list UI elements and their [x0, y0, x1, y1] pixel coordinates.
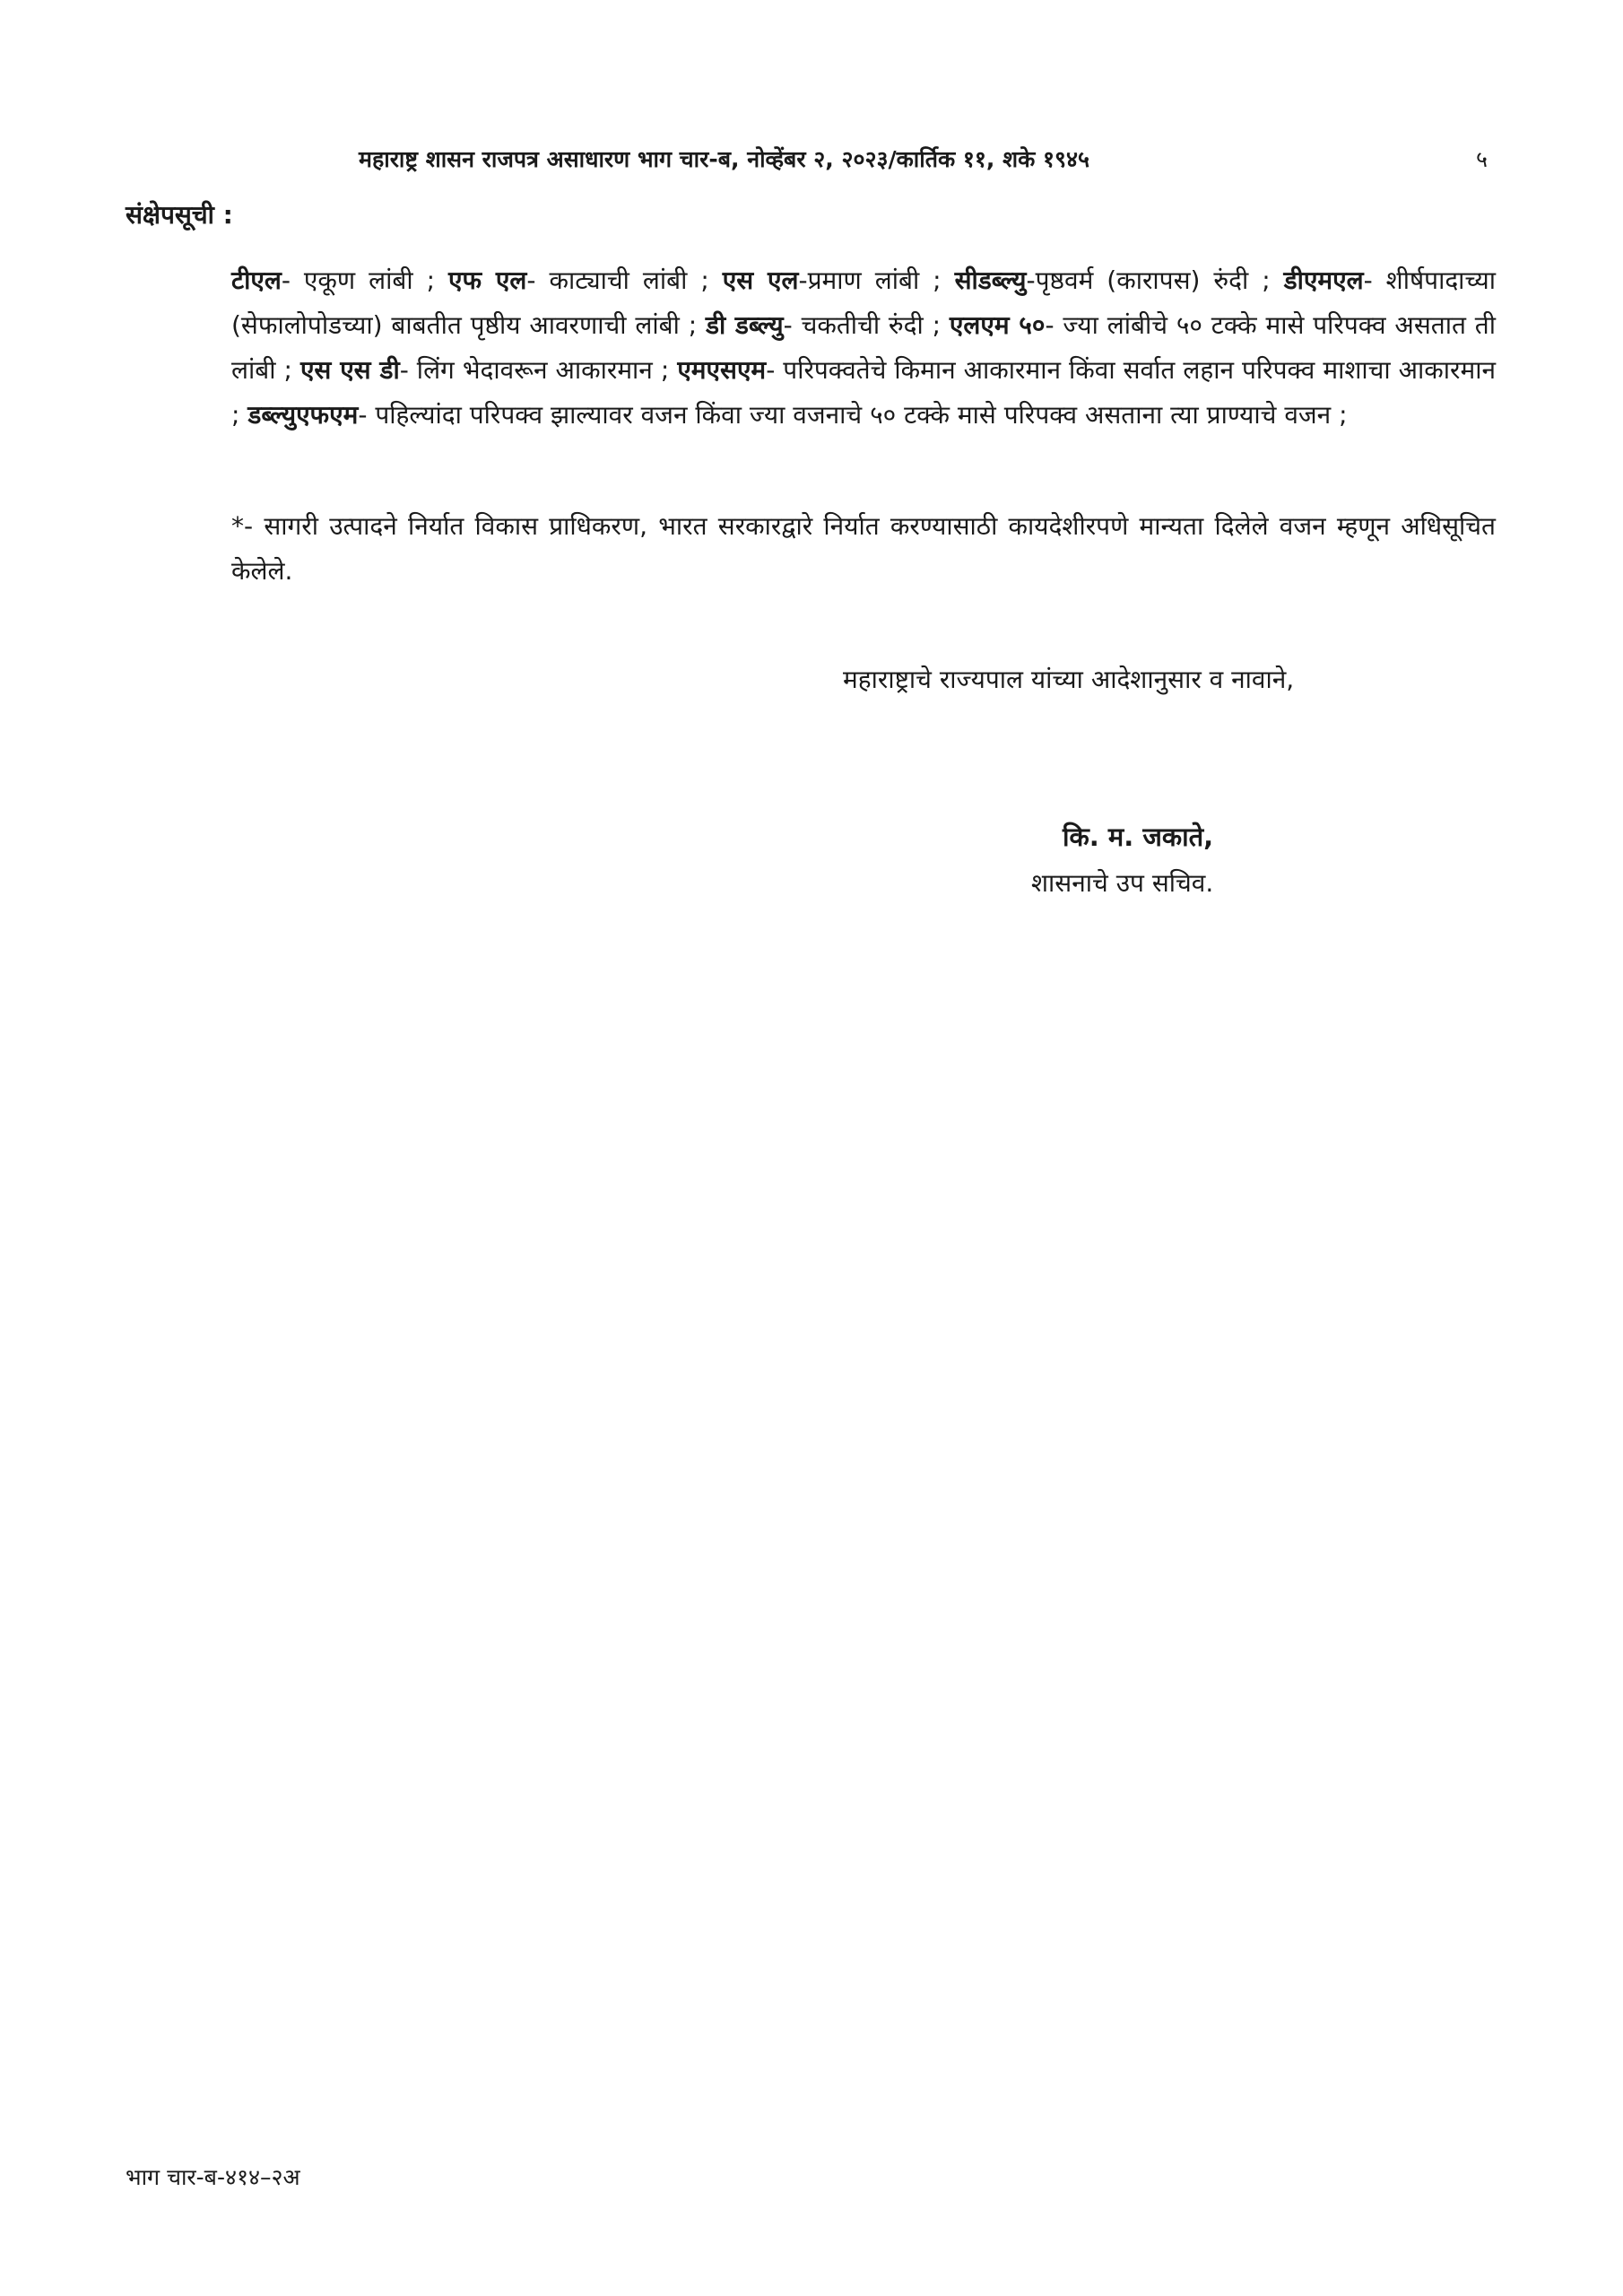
abbreviations-list [231, 258, 1496, 438]
abbreviation-item [448, 265, 709, 295]
governor-order-line: महाराष्ट्राचे राज्यपाल यांच्या आदेशानुसार व नावाने, [843, 665, 1295, 694]
abbreviation-term: एलएम ५० [949, 310, 1046, 340]
abbreviations-heading: संक्षेपसूची : [126, 200, 233, 230]
abbreviation-term: डब्ल्युएफएम [247, 400, 359, 430]
abbreviation-definition: - लिंग भेदावरून आकारमान ; [399, 355, 670, 385]
abbreviation-definition: -पृष्ठवर्म (कारापस) रुंदी ; [1026, 265, 1271, 295]
abbreviation-term: एमएसएम [677, 355, 767, 385]
abbreviation-definition: - चकतीची रुंदी ; [783, 310, 942, 340]
abbreviation-term: एफ एल [448, 265, 527, 295]
abbreviation-definition: - ज्या लांबीचे ५० टक्के मासे परिपक्व असतात ती लांबी ; [231, 310, 1496, 385]
abbreviation-definition: - पहिल्यांदा परिपक्व झाल्यावर वजन किंवा ज्या वजनाचे ५० टक्के मासे परिपक्व असताना त्या प्राण्याचे वजन ; [358, 400, 1348, 430]
abbreviation-definition: - काट्याची लांबी ; [526, 265, 709, 295]
abbreviation-item [247, 400, 1347, 430]
page-number: ५ [1476, 146, 1488, 172]
abbreviation-term: सीडब्ल्यु [954, 265, 1027, 295]
abbreviation-definition: - शीर्षपादाच्या (सेफालोपोडच्या) बाबतीत पृष्ठीय आवरणाची लांबी ; [231, 265, 1497, 340]
footer-code: भाग चार-ब-४१४–२अ [126, 2164, 300, 2190]
abbreviation-definition: - परिपक्वतेचे किमान आकारमान किंवा सर्वात लहान परिपक्व माशाचा आकारमान ; [231, 355, 1497, 430]
abbreviation-item [723, 265, 942, 295]
abbreviation-term: एस एस डी [299, 355, 400, 385]
abbreviation-term: एस एल [722, 265, 799, 295]
abbreviation-term: टीएल [231, 265, 282, 295]
abbreviation-item [706, 310, 941, 340]
signatory-designation: शासनाचे उप सचिव. [1031, 868, 1214, 898]
abbreviation-term: डी डब्ल्यु [705, 310, 784, 340]
gazette-header-title: महाराष्ट्र शासन राजपत्र असाधारण भाग चार-ब, नोव्हेंबर २, २०२३/कार्तिक ११, शके १९४५ [359, 146, 1089, 172]
abbreviation-item [955, 265, 1271, 295]
abbreviation-term: डीएमएल [1283, 265, 1364, 295]
abbreviation-item [231, 265, 435, 295]
abbreviation-definition: -प्रमाण लांबी ; [798, 265, 942, 295]
footnote: *- सागरी उत्पादने निर्यात विकास प्राधिकरण, भारत सरकारद्वारे निर्यात करण्यासाठी कायदेशीरपणे मान्यता दिलेले वजन म्हणून अधिसूचित केलेले. [231, 511, 1496, 586]
abbreviation-definition: - एकूण लांबी ; [281, 265, 436, 295]
abbreviation-item [300, 355, 669, 385]
signatory-name: कि. म. जकाते, [1063, 822, 1214, 852]
